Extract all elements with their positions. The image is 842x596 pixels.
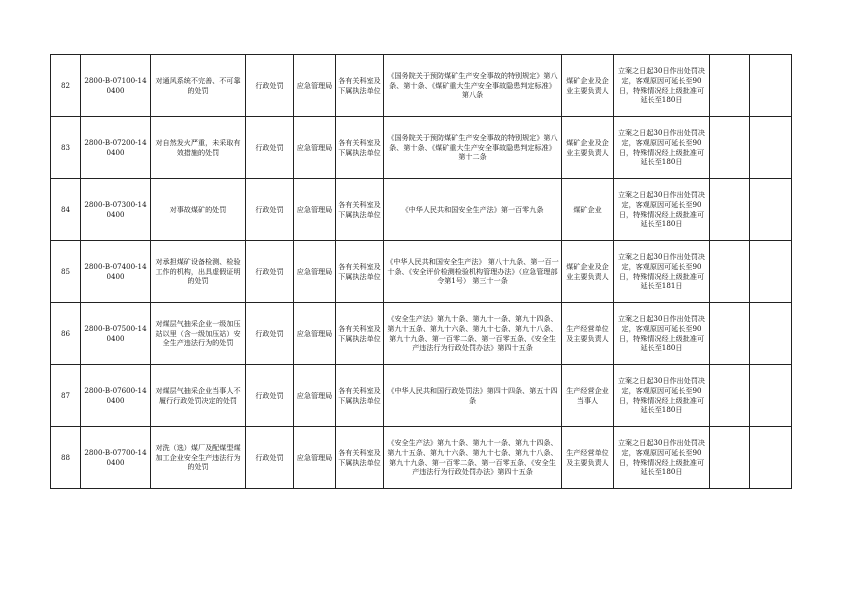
- item-type-cell: 行政处罚: [246, 427, 294, 489]
- department-cell: 应急管理局: [294, 365, 336, 427]
- executing-unit-cell: 各有关科室及下属执法单位: [336, 365, 384, 427]
- legal-basis-cell: 《安全生产法》第九十条、第九十一条、第九十四条、第九十五条、第九十六条、第九十七条、第九十八条、第九十九条、第一百零二条、第一百零五条、《安全生产违法行为行政处罚办法》第四十五条: [384, 303, 562, 365]
- responsible-subject-cell: 生产经营单位及主要负责人: [562, 303, 614, 365]
- responsible-subject-cell: 生产经营单位及主要负责人: [562, 427, 614, 489]
- department-cell: 应急管理局: [294, 427, 336, 489]
- row-number-cell: 86: [51, 303, 81, 365]
- table-row: [51, 365, 792, 427]
- deadline-cell: 立案之日起30日作出处罚决定，客观原因可延长至90日，特殊情况经上级批准可延长至180日: [614, 117, 710, 179]
- department-cell: 应急管理局: [294, 117, 336, 179]
- blank-cell: [710, 55, 750, 117]
- item-code-cell: 2800-B-07100-140400: [81, 55, 151, 117]
- responsible-subject-cell: 煤矿企业及企业主要负责人: [562, 241, 614, 303]
- department-cell: 应急管理局: [294, 241, 336, 303]
- row-number-cell: 82: [51, 55, 81, 117]
- row-number-cell: 88: [51, 427, 81, 489]
- table-row: [51, 241, 792, 303]
- blank-cell: [750, 179, 792, 241]
- item-type-cell: 行政处罚: [246, 365, 294, 427]
- blank-cell: [750, 117, 792, 179]
- executing-unit-cell: 各有关科室及下属执法单位: [336, 179, 384, 241]
- legal-basis-cell: 《中华人民共和国安全生产法》 第八十九条、第一百一十条、《安全评价检测检验机构管理办法》（应急管理部令第1号） 第三十一条: [384, 241, 562, 303]
- table-row: [51, 179, 792, 241]
- row-number-cell: 83: [51, 117, 81, 179]
- blank-cell: [710, 427, 750, 489]
- responsible-subject-cell: 生产经营企业当事人: [562, 365, 614, 427]
- table-row: [51, 55, 792, 117]
- item-code-cell: 2800-B-07300-140400: [81, 179, 151, 241]
- executing-unit-cell: 各有关科室及下属执法单位: [336, 55, 384, 117]
- blank-cell: [750, 427, 792, 489]
- responsible-subject-cell: 煤矿企业及企业主要负责人: [562, 117, 614, 179]
- department-cell: 应急管理局: [294, 55, 336, 117]
- deadline-cell: 立案之日起30日作出处罚决定，客观原因可延长至90日，特殊情况经上级批准可延长至181日: [614, 241, 710, 303]
- department-cell: 应急管理局: [294, 303, 336, 365]
- executing-unit-cell: 各有关科室及下属执法单位: [336, 303, 384, 365]
- responsible-subject-cell: 煤矿企业: [562, 179, 614, 241]
- item-name-cell: 对事故煤矿的处罚: [151, 179, 246, 241]
- legal-basis-cell: 《国务院关于预防煤矿生产安全事故的特别规定》第八条、第十条、《煤矿重大生产安全事故隐患判定标准》第十二条: [384, 117, 562, 179]
- item-code-cell: 2800-B-07500-140400: [81, 303, 151, 365]
- item-name-cell: 对洗（选）煤厂及配煤型煤加工企业安全生产违法行为的处罚: [151, 427, 246, 489]
- item-name-cell: 对承担煤矿设备检测、检验工作的机构，出具虚假证明的处罚: [151, 241, 246, 303]
- item-type-cell: 行政处罚: [246, 55, 294, 117]
- deadline-cell: 立案之日起30日作出处罚决定，客观原因可延长至90日，特殊情况经上级批准可延长至180日: [614, 365, 710, 427]
- item-code-cell: 2800-B-07600-140400: [81, 365, 151, 427]
- legal-basis-cell: 《国务院关于预防煤矿生产安全事故的特别规定》第八条、第十条、《煤矿重大生产安全事故隐患判定标准》第八条: [384, 55, 562, 117]
- department-cell: 应急管理局: [294, 179, 336, 241]
- blank-cell: [750, 55, 792, 117]
- item-type-cell: 行政处罚: [246, 241, 294, 303]
- item-name-cell: 对自然发火严重，未采取有效措施的处罚: [151, 117, 246, 179]
- blank-cell: [750, 241, 792, 303]
- item-name-cell: 对通风系统不完善、不可靠的处罚: [151, 55, 246, 117]
- blank-cell: [710, 365, 750, 427]
- table-row: [51, 303, 792, 365]
- item-type-cell: 行政处罚: [246, 179, 294, 241]
- blank-cell: [710, 241, 750, 303]
- item-name-cell: 对煤层气抽采企业一级加压站以里（含一级加压站）安全生产违法行为的处罚: [151, 303, 246, 365]
- item-type-cell: 行政处罚: [246, 303, 294, 365]
- blank-cell: [750, 365, 792, 427]
- item-type-cell: 行政处罚: [246, 117, 294, 179]
- item-name-cell: 对煤层气抽采企业当事人不履行行政处罚决定的处罚: [151, 365, 246, 427]
- table-row: [51, 427, 792, 489]
- responsible-subject-cell: 煤矿企业及企业主要负责人: [562, 55, 614, 117]
- legal-basis-cell: 《安全生产法》第九十条、第九十一条、第九十四条、第九十五条、第九十六条、第九十七条、第九十八条、第九十九条、第一百零二条、第一百零五条、《安全生产违法行为行政处罚办法》第四十五条: [384, 427, 562, 489]
- legal-basis-cell: 《中华人民共和国行政处罚法》第四十四条、第五十四条: [384, 365, 562, 427]
- row-number-cell: 85: [51, 241, 81, 303]
- deadline-cell: 立案之日起30日作出处罚决定，客观原因可延长至90日，特殊情况经上级批准可延长至180日: [614, 427, 710, 489]
- blank-cell: [750, 303, 792, 365]
- deadline-cell: 立案之日起30日作出处罚决定，客观原因可延长至90日，特殊情况经上级批准可延长至180日: [614, 179, 710, 241]
- deadline-cell: 立案之日起30日作出处罚决定，客观原因可延长至90日，特殊情况经上级批准可延长至180日: [614, 303, 710, 365]
- row-number-cell: 84: [51, 179, 81, 241]
- item-code-cell: 2800-B-07400-140400: [81, 241, 151, 303]
- table-row: [51, 117, 792, 179]
- blank-cell: [710, 179, 750, 241]
- executing-unit-cell: 各有关科室及下属执法单位: [336, 241, 384, 303]
- executing-unit-cell: 各有关科室及下属执法单位: [336, 427, 384, 489]
- executing-unit-cell: 各有关科室及下属执法单位: [336, 117, 384, 179]
- deadline-cell: 立案之日起30日作出处罚决定，客观原因可延长至90日，特殊情况经上级批准可延长至180日: [614, 55, 710, 117]
- item-code-cell: 2800-B-07700-140400: [81, 427, 151, 489]
- blank-cell: [710, 303, 750, 365]
- legal-basis-cell: 《中华人民共和国安全生产法》第一百零九条: [384, 179, 562, 241]
- penalty-table: [50, 54, 792, 489]
- blank-cell: [710, 117, 750, 179]
- item-code-cell: 2800-B-07200-140400: [81, 117, 151, 179]
- row-number-cell: 87: [51, 365, 81, 427]
